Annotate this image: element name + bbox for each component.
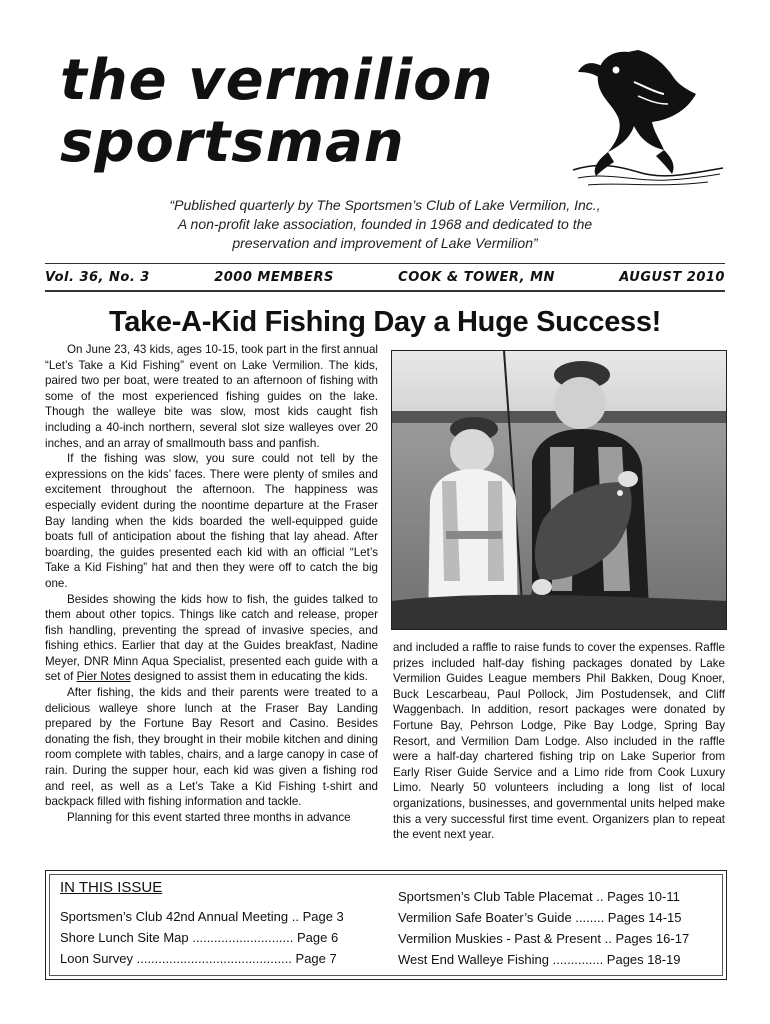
pier-notes-link[interactable]: Pier Notes xyxy=(76,670,131,684)
subtitle-line2: A non-profit lake association, founded in 1968 and dedicated to the xyxy=(177,216,593,232)
paragraph-text: Besides showing the kids how to fish, the guides talked to them about other topics. Things like catch and release, proper fish handling, preventing the spread of invasive species, and fishing ethics. Earlier that day at the Guides breakfast, Nadine Meyer, DNR Minn Aqua Specialist, presented each guide with a set of xyxy=(45,592,378,684)
masthead-title xyxy=(60,50,560,174)
article-column-right xyxy=(393,640,725,843)
toc-item[interactable]: Loon Survey ........................................... Page 7 xyxy=(60,951,337,966)
subtitle-line1: “Published quarterly by The Sportsmen’s Club of Lake Vermilion, Inc., xyxy=(169,197,601,213)
issue-bar xyxy=(45,267,725,287)
article-paragraph: On June 23, 43 kids, ages 10-15, took part in the first annual “Let’s Take a Kid Fishing” event on Lake Vermilion. The kids, paired two per boat, were treated to an afternoon of fishing with some of the most experienced fishing guides on the lake. Though the walleye bite was slow, most kids caught fish including a 40-inch northern, several slot size walleyes over 20 inches, and an array of smallmouth bass and panfish. xyxy=(45,343,378,450)
issue-location: COOK & TOWER, MN xyxy=(398,269,555,285)
article-column-left xyxy=(45,342,378,825)
in-this-issue-heading: IN THIS ISSUE xyxy=(60,879,163,896)
issue-bar-bottom-rule xyxy=(45,290,725,292)
paragraph-text: designed to assist them in educating the kids. xyxy=(130,670,368,684)
article-paragraph xyxy=(45,592,378,686)
toc-item[interactable]: Vermilion Muskies - Past & Present .. Pages 16-17 xyxy=(398,931,690,946)
in-this-issue-box xyxy=(45,870,727,980)
masthead-title-line1: the vermilion xyxy=(60,48,494,113)
masthead-subtitle xyxy=(80,196,690,253)
article-paragraph: If the fishing was slow, you sure could not tell by the expressions on the kids’ faces. There were plenty of smiles and excitement throughout the afternoon. The happiness was especially evident during the noontime departure at the Fraser Bay landing when the kids boarded the well-equipped guide boats full of anticipation about the fishing that lay ahead. After boarding, the guides presented each kid with an official “Let’s Take a Kid Fishing” hat and then they were off to catch the big one. xyxy=(45,452,378,590)
issue-volume: Vol. 36, No. 3 xyxy=(45,269,150,285)
article-headline: Take-A-Kid Fishing Day a Huge Success! xyxy=(108,306,662,338)
toc-item[interactable]: Vermilion Safe Boater’s Guide ........ Pages 14-15 xyxy=(398,910,682,925)
kids-fishing-photo xyxy=(391,350,727,630)
issue-bar-top-rule xyxy=(45,263,725,264)
toc-item[interactable]: Sportsmen’s Club 42nd Annual Meeting .. Page 3 xyxy=(60,909,344,924)
article-paragraph: Planning for this event started three months in advance xyxy=(67,810,351,824)
leaping-fish-icon xyxy=(568,42,728,192)
toc-item[interactable]: Shore Lunch Site Map ............................ Page 6 xyxy=(60,930,339,945)
subtitle-line3: preservation and improvement of Lake Vermilion” xyxy=(232,235,538,251)
photo-illustration xyxy=(392,351,726,629)
issue-members: 2000 MEMBERS xyxy=(214,269,334,285)
issue-date: AUGUST 2010 xyxy=(619,269,725,285)
article-paragraph: After fishing, the kids and their parents were treated to a delicious walleye shore lunch at the Fraser Bay Landing prepared by the Fortune Bay Resort and Casino. Besides donating the fish, they brought in their mobile kitchen and dining room complete with tables, chairs, and a large canopy in case of rain. During the supper hour, each kid was given a fishing rod and reel, as well as a Let’s Take a Kid Fishing t-shirt and backpack filled with fishing information and tackle. xyxy=(45,686,378,809)
toc-item[interactable]: West End Walleye Fishing .............. Pages 18-19 xyxy=(398,952,681,967)
masthead-title-line2: sportsman xyxy=(60,110,405,175)
toc-item[interactable]: Sportsmen’s Club Table Placemat .. Pages 10-11 xyxy=(398,889,680,904)
article-paragraph: and included a raffle to raise funds to cover the expenses. Raffle prizes included half-day fishing packages donated by Lake Vermilion Guides League members Phil Bakken, Doug Knoer, Buck Lescarbeau, Paul Pollock, Jim Postudensek, and Cliff Waggenbach. In addition, resort packages were donated by Fortune Bay, Pehrson Lodge, Pike Bay Lodge, Spring Bay Resort, and Vermilion Dam Lodge. Also included in the raffle were a half-day chartered fishing trip on Lake Superior from Early Riser Guide Service and a Limo ride from Cook Luxury Limo. Nearly 50 volunteers including a long list of local organizations, businesses, and governmental units helped make this a very successful first time event. Organizers plan to repeat the event next year. xyxy=(393,641,725,842)
